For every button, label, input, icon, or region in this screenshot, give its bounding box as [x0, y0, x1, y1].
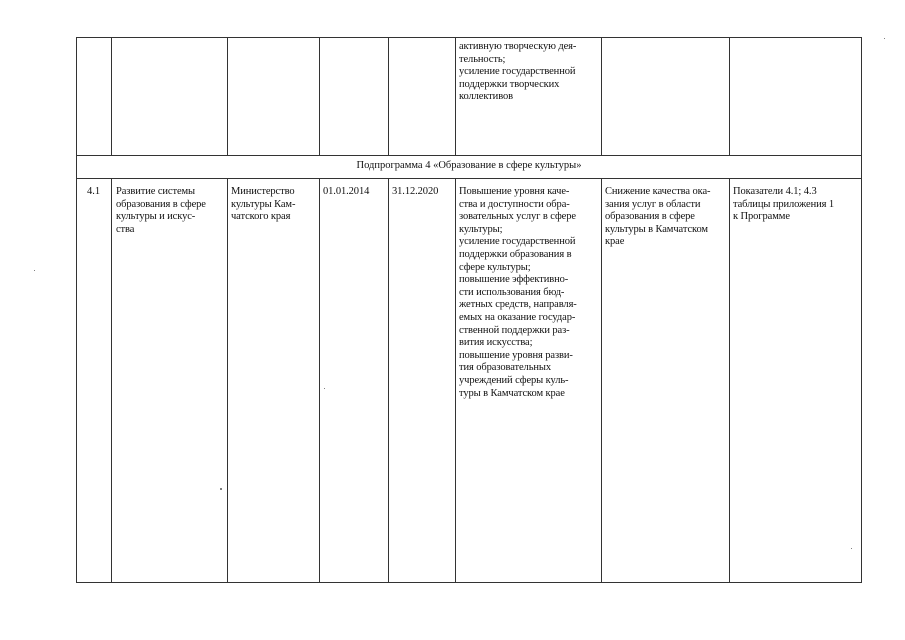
expected-result: Повышение уровня каче- ства и доступности обра- зовательных услуг в сфере культуры; усиление государственной поддержки образования в сфере культуры; повышение эффективно- сти использования бюд- жетных средств, направля- емых на оказание государ- ственной поддержки раз- вития искусства; повышение уровня разви- тия образовательных учреждений сферы куль- туры в Камчатском крае	[459, 186, 577, 399]
measure-name: Развитие системы образования в сфере культуры и искус- ства	[116, 186, 206, 235]
scan-speck	[34, 270, 35, 271]
column-line	[601, 37, 602, 155]
responsible-executor: Министерство культуры Кам- чатского края	[231, 186, 296, 223]
column-line	[729, 178, 730, 583]
column-line	[729, 37, 730, 155]
column-line	[319, 178, 320, 583]
row-number: 4.1	[86, 186, 101, 197]
start-date: 01.01.2014	[323, 186, 370, 197]
table-divider-subprogram	[76, 178, 862, 179]
column-line	[455, 37, 456, 155]
scan-speck	[851, 548, 852, 549]
column-line	[601, 178, 602, 583]
subprogram-heading: Подпрограмма 4 «Образование в сфере культуры»	[356, 160, 582, 171]
column-line	[111, 178, 112, 583]
column-line	[111, 37, 112, 155]
column-line	[455, 178, 456, 583]
column-line	[388, 178, 389, 583]
scan-speck	[324, 388, 325, 389]
column-line	[227, 37, 228, 155]
table-divider-top-row	[76, 155, 862, 156]
column-line	[319, 37, 320, 155]
top-row-expected-result: активную творческую дея- тельность; усиление государственной поддержки творческих коллективов	[459, 41, 577, 103]
non-implementation-consequences: Снижение качества ока- зания услуг в области образования в сфере культуры в Камчатском крае	[605, 186, 711, 248]
scan-speck	[884, 38, 885, 39]
scan-speck	[220, 488, 222, 490]
program-indicators: Показатели 4.1; 4.3 таблицы приложения 1 к Программе	[733, 186, 835, 223]
end-date: 31.12.2020	[392, 186, 439, 197]
column-line	[227, 178, 228, 583]
column-line	[388, 37, 389, 155]
